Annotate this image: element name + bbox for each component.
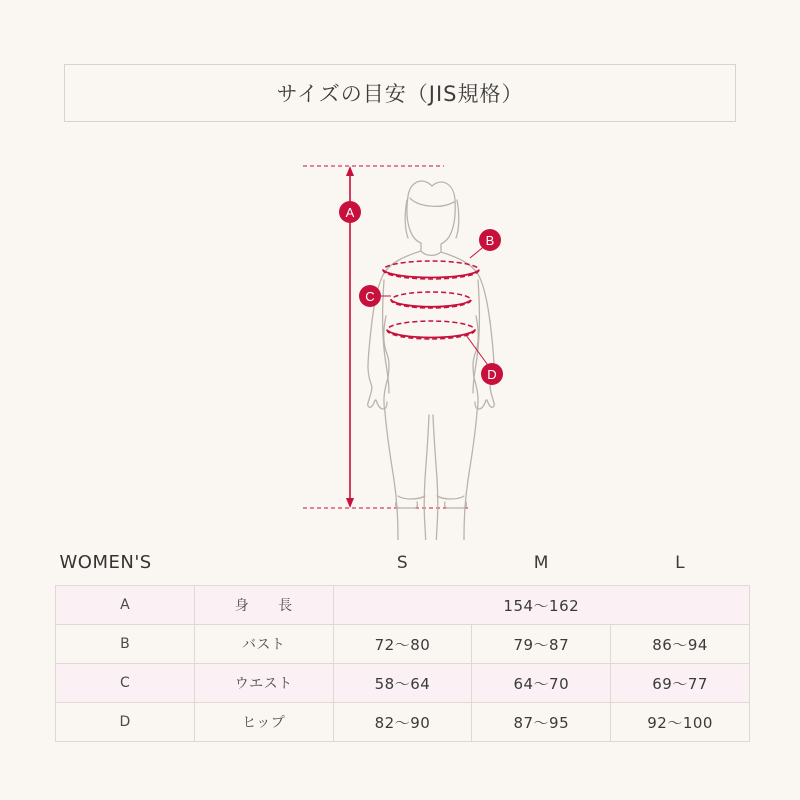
row-label: ヒップ: [194, 703, 333, 742]
row-letter: B: [56, 625, 195, 664]
body-diagram: [0, 130, 800, 540]
hip-ellipse: [387, 321, 475, 339]
row-letter: A: [56, 586, 195, 625]
row-value-l: 86〜94: [611, 625, 750, 664]
column-header-m: M: [533, 552, 549, 573]
row-label: ウエスト: [194, 664, 333, 703]
table-row: [56, 664, 750, 703]
brand-label: WOMEN'S: [59, 552, 152, 573]
female-body-outline: [368, 181, 495, 540]
waist-ellipse: [391, 292, 471, 308]
row-label: バスト: [194, 625, 333, 664]
row-value-m: 79〜87: [472, 625, 611, 664]
height-arrow-bottom: [346, 498, 354, 508]
row-value-l: 69〜77: [611, 664, 750, 703]
row-value-s: 82〜90: [333, 703, 472, 742]
row-label: 身 長: [194, 586, 333, 625]
marker-a-label: A: [345, 205, 355, 220]
table-row: [56, 625, 750, 664]
column-header-l: L: [675, 552, 686, 573]
row-value-l: 92〜100: [611, 703, 750, 742]
measurement-arcs: [383, 270, 479, 338]
row-value-s: 72〜80: [333, 625, 472, 664]
table-header-row: [56, 552, 750, 586]
row-value-m: 64〜70: [472, 664, 611, 703]
row-value-m: 87〜95: [472, 703, 611, 742]
row-letter: C: [56, 664, 195, 703]
size-table-wrap: [55, 552, 750, 742]
table-row: [56, 586, 750, 625]
bust-ellipse: [383, 261, 479, 279]
marker-b-label: B: [485, 233, 495, 248]
size-table: [55, 552, 750, 742]
marker-c-label: C: [365, 289, 375, 304]
row-value-s: 58〜64: [333, 664, 472, 703]
column-header-s: S: [396, 552, 409, 573]
marker-d-label: D: [487, 367, 497, 382]
row-letter: D: [56, 703, 195, 742]
measurement-ellipses: [383, 261, 479, 339]
table-row: [56, 703, 750, 742]
height-arrow-top: [346, 166, 354, 176]
page-title: サイズの目安（JIS規格）: [276, 82, 524, 106]
title-box: [64, 64, 736, 122]
row-value-merged: 154〜162: [333, 586, 749, 625]
